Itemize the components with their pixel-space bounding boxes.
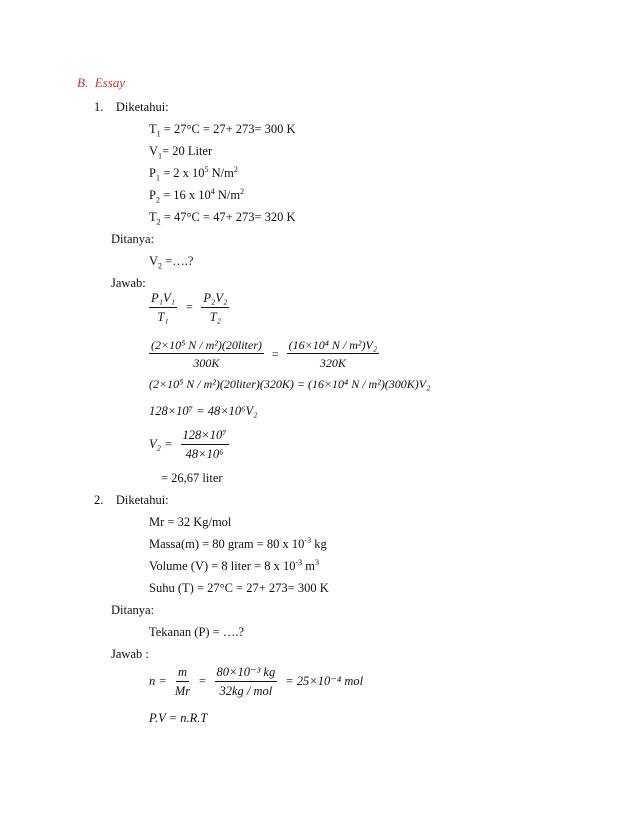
q1-header xyxy=(94,101,169,114)
q2-jawab-label: Jawab : xyxy=(111,647,149,661)
q1-jawab-label: Jawab: xyxy=(111,276,146,290)
fraction: $\frac{\text{(2×10⁵ N / m²)(20liter)}}{300K}$ xyxy=(151,338,262,370)
q1-t1: $T_1 = 27^\circ C = 27+ 273= 300$ K xyxy=(149,122,296,139)
q1-diketahui-label: Diketahui: xyxy=(115,100,169,114)
q2-header xyxy=(94,494,169,507)
section-label: B. xyxy=(77,75,89,90)
section-title: Essay xyxy=(94,75,126,90)
q1-v1: $V_1= 20$ Liter xyxy=(149,144,213,161)
q1-equation-4: 128×10⁷ = 48×10⁶V₂ xyxy=(149,404,258,418)
q1-equation-1: $\frac{\text{P₁V₁}}{\text{T₁}}$ = $\frac{\text{P₂V₂}}{\text{T₂}}$ xyxy=(151,291,228,324)
q2-mr: Mr = 32 Kg/mol xyxy=(149,515,232,529)
fraction: $\frac{\text{P₁V₁}}{\text{T₁}}$ xyxy=(151,291,175,324)
fraction: $\frac{\text{P₂V₂}}{\text{T₂}}$ xyxy=(203,291,228,324)
q1-p2: $P_2 = 16$ x $10^4$ $N/m^2$ xyxy=(149,186,245,205)
q2-diketahui-label: Diketahui: xyxy=(115,493,169,507)
q1-p1: $P_1 = 2$ x $10^5$ $N/m^2$ xyxy=(149,164,238,183)
q1-v2-question: $V_2$ =….? xyxy=(149,254,194,271)
fraction: $\frac{\text{80×10⁻³ kg}}{\text{32kg / mol}}$ xyxy=(216,665,276,698)
q1-equation-2: $\frac{\text{(2×10⁵ N / m²)(20liter)}}{300K}$ = $\frac{\text{(16×10⁴ N / m²)V₂}}{320K}$ xyxy=(151,338,378,370)
q2-volume: Volume (V) = 8 liter = 8 x $10^{-3}$ $m^3$ xyxy=(149,557,320,573)
fraction: $\frac{\text{128×10⁷}}{\text{48×10⁶}}$ xyxy=(182,428,227,461)
q2-equation-1: n = $\frac{m}{Mr}$ = $\frac{\text{80×10⁻³ kg}}{\text{32kg / mol}}$ = 25×10⁻⁴ mol xyxy=(149,665,364,698)
fraction: $\frac{m}{Mr}$ xyxy=(174,665,191,698)
q1-result: = 26,67 liter xyxy=(161,471,223,485)
q1-ditanya-label: Ditanya: xyxy=(111,232,155,246)
section-heading xyxy=(77,76,125,89)
q1-number: 1. xyxy=(94,100,104,114)
q1-t2: $T_2 = 47^\circ C = 47+ 273= 320$ K xyxy=(149,210,296,227)
q2-number: 2. xyxy=(94,493,104,507)
q2-equation-2: P.V = n.R.T xyxy=(149,711,208,725)
q1-equation-3: (2×10⁵ N / m²)(20liter)(320K) = (16×10⁴ N / m²)(300K)V₂ xyxy=(149,377,431,391)
fraction: $\frac{\text{(16×10⁴ N / m²)V₂}}{320K}$ xyxy=(288,338,378,370)
q1-equation-5: V₂ = $\frac{\text{128×10⁷}}{\text{48×10⁶}}$ xyxy=(149,428,227,461)
q2-massa: Massa(m) = 80 gram = 80 x $10^{-3}$ kg xyxy=(149,535,327,551)
q2-ditanya-label: Ditanya: xyxy=(111,603,155,617)
q2-tekanan-question: Tekanan (P) = ….? xyxy=(149,625,245,639)
q2-suhu: Suhu (T) = 27°C = 27+ 273= 300 K xyxy=(149,581,329,595)
